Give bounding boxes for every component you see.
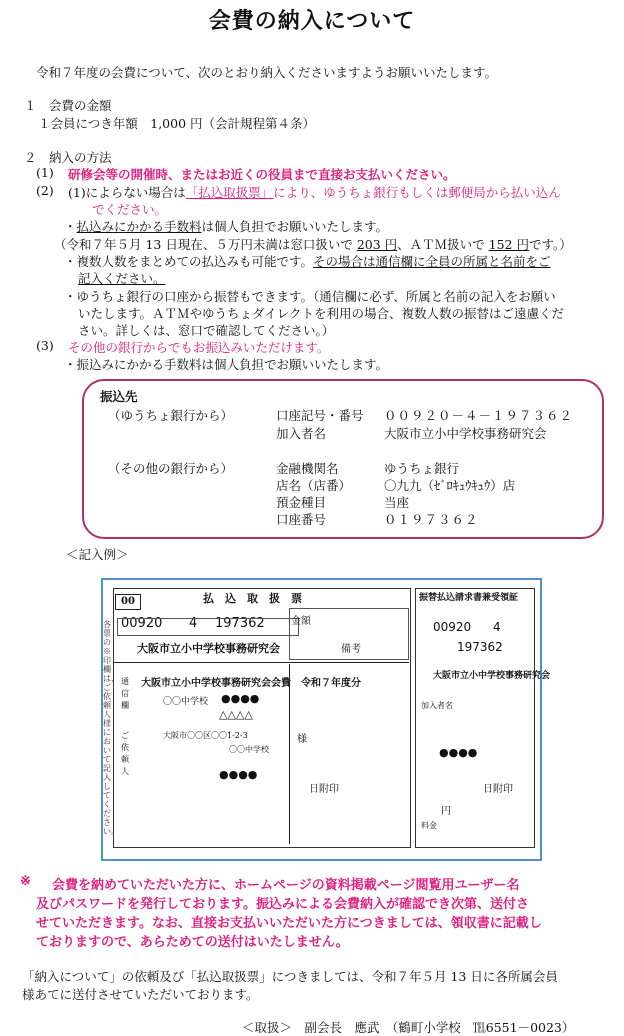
account-value: ００９２０－４－１９７３６２ [384, 408, 574, 423]
receipt-account-b: 4 [493, 620, 501, 634]
multi-line1 [64, 252, 551, 270]
fee-underlined: 払込みにかかる手数料 [76, 219, 202, 234]
slip-kana-triangles: △△△△ [219, 708, 253, 721]
slip-left-vertical: 各票の※印欄は、ご依頼人様において記入してください。 [103, 620, 119, 836]
slip-vertical-line [289, 664, 290, 844]
fee-detail [54, 235, 572, 253]
multi-b: その場合は通信欄に全員の所属と名前をご [313, 254, 551, 269]
receipt-hizuke: 日附印 [483, 784, 513, 795]
item2-form-name: 「払込取扱票」 [185, 185, 274, 200]
slip-address: 大阪市〇〇区〇〇1-2-3 [163, 731, 248, 740]
bank-name-value: ゆうちょ銀行 [384, 461, 460, 476]
other-bank-label: （その他の銀行から） [108, 461, 234, 476]
slip-account-b: 4 [189, 616, 198, 631]
side-label-2: 信 [121, 689, 129, 698]
slip-name-dots: ●●●● [221, 692, 260, 705]
example-label: ＜記入例＞ [66, 547, 129, 562]
account-number-label: 口座番号 [276, 512, 327, 527]
section1-heading: １ 会費の金額 [24, 98, 112, 113]
section2-heading: ２ 納入の方法 [24, 150, 112, 165]
yucho-label: （ゆうちょ銀行から） [108, 408, 234, 423]
slip-school2: 〇〇中学校 [229, 745, 269, 754]
footer-line1: 「納入について」の依頼及び「払込取扱票」につきましては、令和７年５月 13 日に各所属会員 [22, 969, 558, 984]
transfer-line1: ・ゆうちょ銀行の口座から振替もできます。（通信欄に必ず、所属と名前の記入をお願い [64, 289, 556, 304]
fee-rest: は個人負担でお願いいたします。 [201, 219, 389, 234]
item1-text: 研修会等の開催時、またはお近くの役員まで直接お支払いください。 [68, 167, 456, 182]
slip-side-labels [121, 676, 131, 712]
slip-divider [113, 662, 409, 663]
slip-school: 〇〇中学校 [163, 697, 209, 707]
slip-biko: 備考 [341, 644, 361, 655]
req-label-1: ご [121, 731, 129, 740]
page-title: 会費の納入について [208, 8, 416, 34]
multi-line2: 記入ください。 [78, 271, 166, 286]
fee-atm: 152 円 [488, 237, 529, 252]
deposit-type-label: 預金種目 [276, 495, 327, 510]
fee-detail-a: （令和７年５月 13 日現在、５万円未満は窓口扱いで [54, 237, 357, 252]
req-label-4: 人 [121, 767, 129, 776]
notice-mark: ※ [20, 874, 31, 889]
item1-number: (1) [36, 165, 54, 180]
notice-line4: ておりますので、あらためての送付はいたしません。 [36, 935, 349, 950]
transfer-line2: いたします。ＡＴＭやゆうちょダイレクトを利用の場合、複数人数の振替はご遠慮くだ [78, 306, 565, 321]
item3-text: その他の銀行からでもお振込みいただけます。 [68, 340, 330, 355]
side-label-1: 通 [121, 677, 129, 686]
payee-heading: 振込先 [100, 389, 138, 404]
side-label-3: 欄 [121, 701, 129, 710]
slip-sama: 様 [297, 734, 307, 745]
slip-kingaku: 金額 [291, 616, 311, 627]
slip-holder: 大阪市立小中学校事務研究会 [137, 642, 280, 655]
item2-part-c: により、ゆうちょ銀行もしくは郵便局から払い込ん [273, 185, 561, 200]
slip-account-boxes [117, 618, 299, 636]
item3-number: (3) [36, 338, 54, 353]
intro-text: 令和７年度の会費について、次のとおり納入くださいますようお願いいたします。 [36, 65, 498, 80]
notice-line2: 及びパスワードを発行しております。振込みによる会費納入が確認でき次第、送付さ [36, 897, 529, 912]
fee-bullet: ・ [64, 219, 77, 234]
fee-line [64, 217, 388, 235]
slip-account-c: 197362 [215, 616, 265, 631]
slip-account-a: 00920 [121, 616, 163, 631]
footer-contact: ＜取扱＞ 副会長 應武 （鶴町小学校 ℡6551－0023） [242, 1020, 575, 1035]
account-label: 口座記号・番号 [276, 408, 364, 423]
section1-body: １会員につき年額 1,000 円（会計規程第４条） [38, 116, 316, 131]
item2-part-a: (1)によらない場合は [68, 185, 186, 200]
multi-a: ・複数人数をまとめての払込みも可能です。 [64, 254, 314, 269]
footer-line2: 様あてに送付させていただいております。 [22, 987, 259, 1002]
slip-name-dots2: ●●●● [219, 768, 258, 781]
branch-label: 店名（店番） [276, 478, 352, 493]
item2-line1 [68, 183, 561, 201]
slip-memo: 大阪市立小中学校事務研究会会費 令和７年度分 [141, 678, 361, 689]
holder-label: 加入者名 [276, 426, 327, 441]
receipt-holder: 大阪市立小中学校事務研究会 [433, 671, 551, 681]
item2-line2: でください。 [92, 202, 168, 217]
holder-value: 大阪市立小中学校事務研究会 [384, 426, 547, 441]
item3-fee: ・振込みにかかる手数料は個人負担でお願いいたします。 [64, 357, 389, 372]
slip-receipt-title: 振替払込請求書兼受領証 [419, 593, 519, 603]
req-label-3: 頼 [121, 755, 129, 764]
notice-line1: 会費を納めていただいた方に、ホームページの資料掲載ページ閲覧用ユーザー名 [52, 878, 520, 893]
account-number-value: ０１９７３６２ [384, 512, 479, 527]
fee-window: 203 円 [356, 237, 398, 252]
receipt-yen: 円 [441, 806, 451, 817]
req-label-2: 依 [121, 743, 129, 752]
slip-hizuke: 日附印 [309, 784, 339, 795]
item2-number: (2) [36, 183, 54, 198]
fee-detail-c: 、ＡＴＭ扱いで [397, 237, 489, 252]
transfer-line3: さい。詳しくは、窓口で確認してください。） [78, 323, 335, 338]
fee-detail-e: です。） [529, 237, 572, 252]
receipt-kanyu: 加入者名 [421, 701, 453, 710]
receipt-account-a: 00920 [433, 620, 472, 634]
receipt-dots: ●●●● [439, 746, 478, 759]
payment-slip-example [101, 578, 551, 861]
notice-line3: せていただきます。なお、直接お支払いいただいた方につきましては、領収書に記載し [36, 916, 542, 931]
branch-value: 〇九九（ｾﾞﾛｷｭｳｷｭｳ）店 [384, 478, 516, 493]
slip-requester-labels [121, 730, 131, 778]
slip-title: 払 込 取 扱 票 [203, 592, 302, 605]
bank-name-label: 金融機関名 [276, 461, 339, 476]
slip-code-box: 00 [115, 594, 141, 610]
receipt-account-c: 197362 [457, 640, 503, 654]
receipt-ryokin: 料金 [421, 821, 437, 830]
deposit-type-value: 当座 [384, 495, 410, 510]
